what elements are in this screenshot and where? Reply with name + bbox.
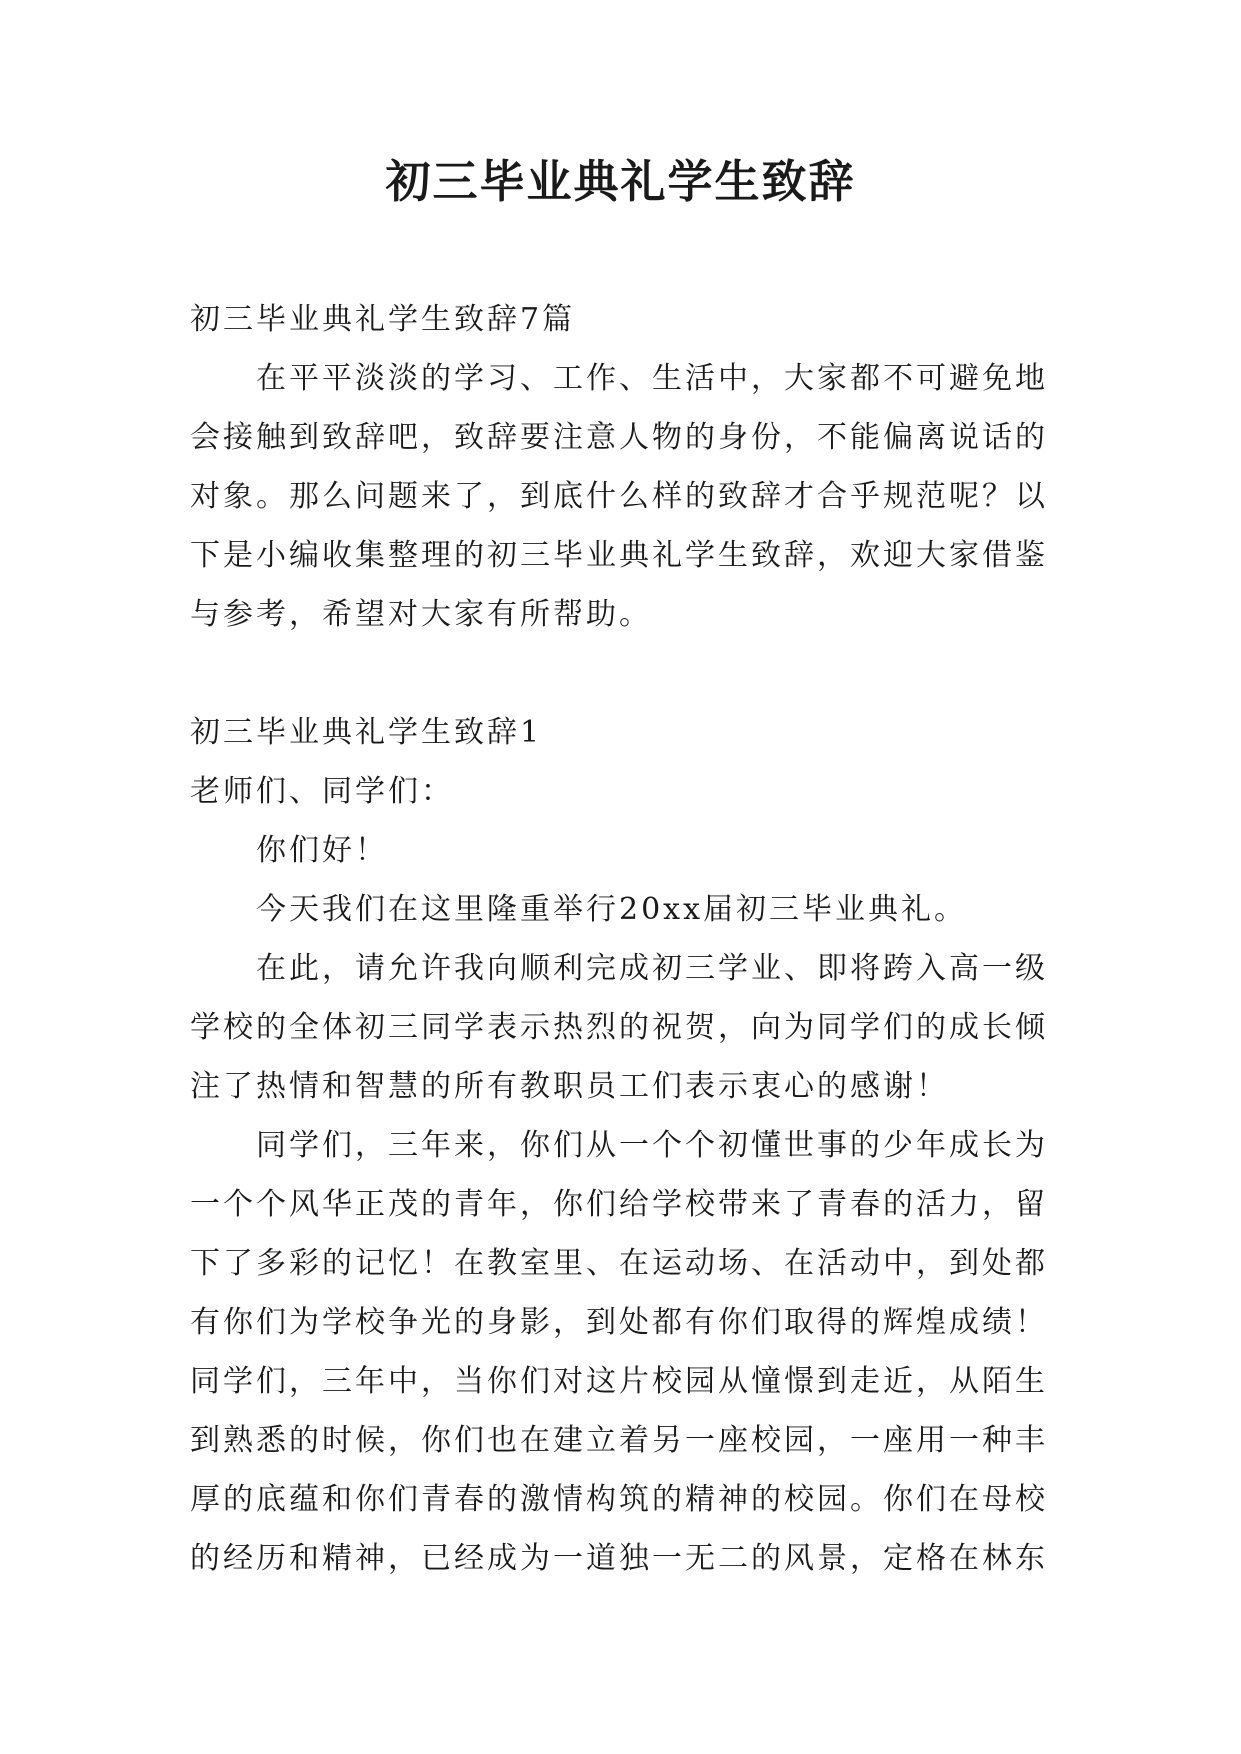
- paragraph-4: 同学们，三年中，当你们对这片校园从憧憬到走近，从陌生到熟悉的时候，你们也在建立着另一座校园，一座用一种丰厚的底蕴和你们青春的激情构筑的精神的校园。你们在母校的经历和精神，已经成为一道独一无二的风景，定格在林东: [190, 1364, 1048, 1576]
- document-title: 初三毕业典礼学生致辞: [385, 155, 856, 208]
- document-subtitle: 初三毕业典礼学生致辞7篇: [190, 302, 576, 337]
- paragraph-2: 在此，请允许我向顺利完成初三学业、即将跨入高一级学校的全体初三同学表示热烈的祝贺，向为同学们的成长倾注了热情和智慧的所有教职员工们表示衷心的感谢！: [190, 951, 1048, 1104]
- intro-paragraph: 在平平淡淡的学习、工作、生活中，大家都不可避免地会接触到致辞吧，致辞要注意人物的身份，不能偏离说话的对象。那么问题来了，到底什么样的致辞才合乎规范呢？以下是小编收集整理的初三毕业典礼学生致辞，欢迎大家借鉴与参考，希望对大家有所帮助。: [190, 361, 1048, 632]
- salutation: 老师们、同学们：: [190, 774, 454, 809]
- paragraph-3: 同学们，三年来，你们从一个个初懂世事的少年成长为一个个风华正茂的青年，你们给学校带来了青春的活力，留下了多彩的记忆！在教室里、在运动场、在活动中，到处都有你们为学校争光的身影，到处都有你们取得的辉煌成绩！: [190, 1128, 1048, 1340]
- document-body: [190, 290, 1050, 1588]
- section-heading: 初三毕业典礼学生致辞1: [190, 715, 543, 750]
- paragraph-1: 今天我们在这里隆重举行20xx届初三毕业典礼。: [256, 892, 968, 927]
- greeting: 你们好！: [256, 833, 388, 868]
